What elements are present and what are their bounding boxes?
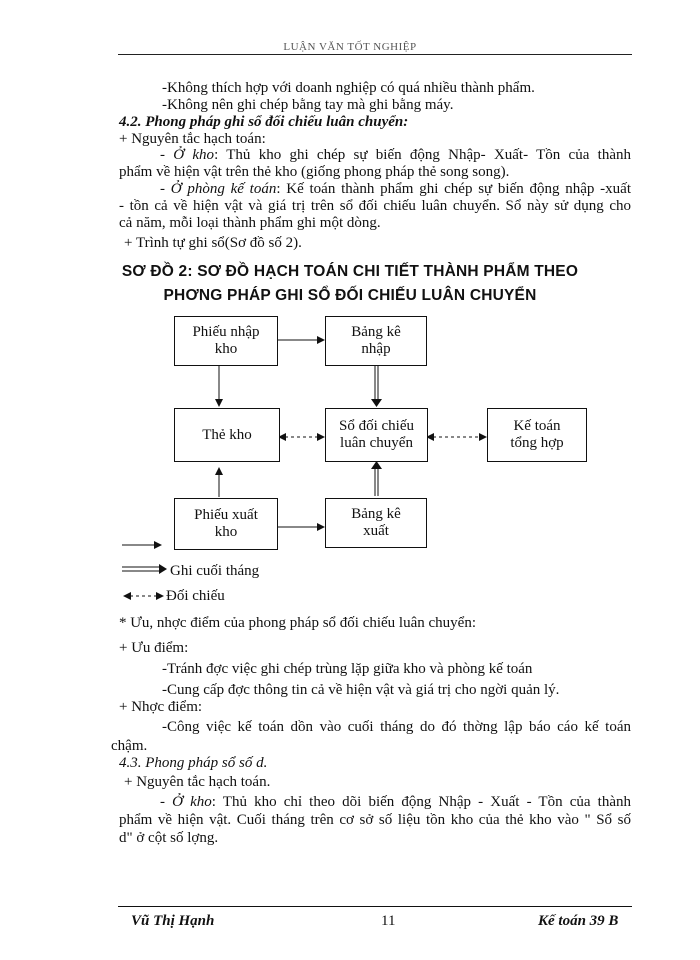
section-heading-4-2: 4.2. Phong pháp ghi sổ đối chiếu luân chuyển:	[119, 114, 409, 130]
legend-label-monthly: Ghi cuối tháng	[170, 563, 260, 579]
text-line: -Không nên ghi chép bằng tay mà ghi bằng máy.	[162, 97, 454, 113]
dash: -	[160, 147, 174, 163]
italic-label: Ở phòng kế toán	[170, 181, 277, 197]
text-line: + Nhợc điểm:	[119, 699, 203, 715]
box-phieu-xuat-kho: Phiếu xuất kho	[174, 498, 278, 550]
legend-double-arrow	[159, 564, 167, 574]
footer-divider	[118, 906, 632, 907]
paragraph-line	[160, 793, 631, 811]
text-line: -Tránh đợc việc ghi chép trùng lặp giữa kho và phòng kế toán	[162, 661, 533, 677]
text-line: + Nguyên tắc hạch toán:	[119, 131, 266, 147]
italic-label: Ở kho	[172, 794, 212, 810]
text-line: phẩm về hiện vật trên thẻ kho (giống phong pháp thẻ song song).	[119, 164, 510, 180]
diagram-title-line1: SƠ ĐỒ 2: SƠ ĐỒ HẠCH TOÁN CHI TIẾT THÀNH PHẨM THEO	[121, 263, 579, 280]
running-header: LUẬN VĂN TỐT NGHIỆP	[283, 41, 417, 53]
text-span: : Kế toán thành phẩm ghi chép sự biến động nhập -xuất	[276, 181, 631, 197]
box-bang-ke-xuat: Bảng kê xuất	[325, 498, 427, 548]
italic-label: Ở kho	[173, 147, 215, 163]
text-line: + Nguyên tắc hạch toán.	[124, 774, 271, 790]
box-phieu-nhap-kho: Phiếu nhập kho	[174, 316, 278, 366]
text-line: phẩm về hiện vật. Cuối tháng trên cơ sở số liệu tồn kho của thẻ kho vào " Sổ số	[119, 812, 631, 828]
text-line: cả năm, mỗi loại thành phẩm ghi một dòng.	[119, 215, 381, 231]
text-line: + Trình tự ghi sổ(Sơ đồ số 2).	[124, 235, 302, 251]
text-line: d" ở cột số lợng.	[119, 830, 219, 846]
arrow-bangkenhap-to-so	[371, 399, 382, 407]
diagram-title-line2: PHƠNG PHÁP GHI SỔ ĐỐI CHIẾU LUÂN CHUYỂN	[163, 287, 537, 304]
arrow-bangkexuat-to-so	[371, 461, 382, 469]
footer-author: Vũ Thị Hạnh	[131, 913, 215, 929]
dash: -	[160, 794, 173, 810]
text-span: : Thủ kho chỉ theo dõi biến động Nhập - Xuất - Tồn của thành	[211, 794, 631, 810]
text-line: -Không thích hợp với doanh nghiệp có quá nhiều thành phẩm.	[162, 80, 535, 96]
page-number: 11	[381, 913, 396, 929]
text-line: - tồn cả về hiện vật và giá trị trên sổ đối chiếu luân chuyển. Sổ này sử dụng cho	[119, 198, 631, 214]
text-line: -Cung cấp đợc thông tin cả về hiện vật và giá trị cho ngời quản lý.	[162, 682, 560, 698]
text-line: * Ưu, nhợc điểm của phong pháp sổ đối chiếu luân chuyển:	[119, 615, 476, 631]
footer-class: Kế toán 39 B	[538, 913, 619, 929]
text-span: : Thủ kho ghi chép sự biến động Nhập- Xuất- Tồn của thành	[214, 147, 631, 163]
box-ke-toan-tong-hop: Kế toán tổng hợp	[487, 408, 587, 462]
text-line: -Công việc kế toán dồn vào cuối tháng do đó thờng lập báo cáo kế toán	[162, 719, 631, 735]
box-the-kho: Thẻ kho	[174, 408, 280, 462]
text-line: chậm.	[111, 738, 148, 754]
legend-label-reconcile: Đối chiếu	[166, 588, 225, 604]
box-bang-ke-nhap: Bảng kê nhập	[325, 316, 427, 366]
box-so-doi-chieu-luan-chuyen: Sổ đối chiếu luân chuyển	[325, 408, 428, 462]
dash: -	[160, 181, 171, 197]
section-heading-4-3: 4.3. Phong pháp sổ số d.	[119, 755, 268, 771]
text-line: + Ưu điểm:	[119, 640, 189, 656]
